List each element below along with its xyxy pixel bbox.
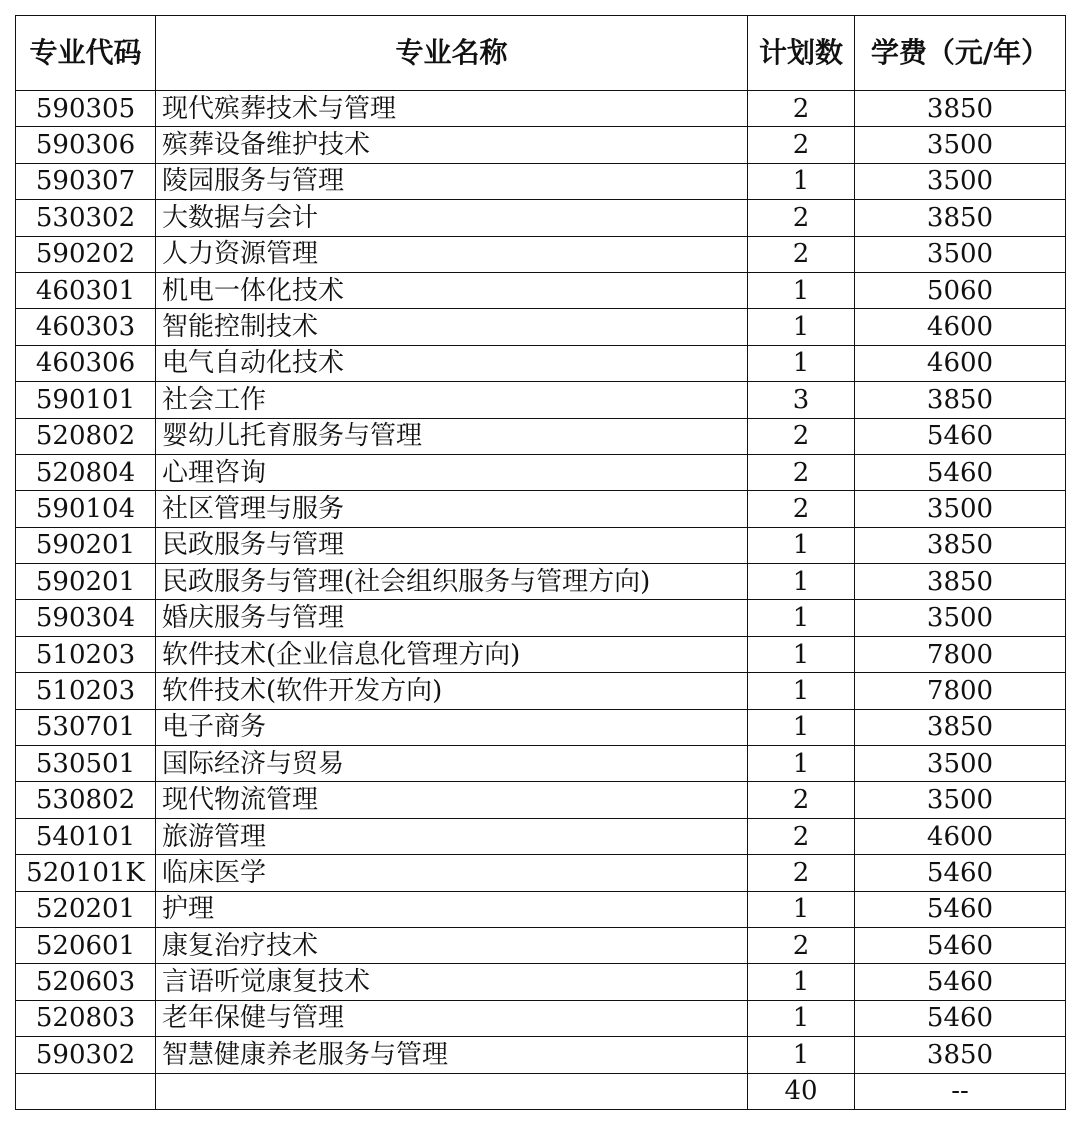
plan-count-cell: 2 xyxy=(748,418,855,454)
plan-count-cell: 2 xyxy=(748,782,855,818)
major-name-cell: 软件技术(软件开发方向) xyxy=(156,673,748,709)
plan-count-cell: 1 xyxy=(748,564,855,600)
header-major-code: 专业代码 xyxy=(16,16,156,91)
plan-count-cell: 1 xyxy=(748,1000,855,1036)
plan-count-cell: 2 xyxy=(748,127,855,163)
plan-count-cell: 40 xyxy=(748,1073,855,1109)
major-code-cell: 590307 xyxy=(16,163,156,199)
major-name-cell: 电气自动化技术 xyxy=(156,345,748,381)
table-body xyxy=(16,91,1066,1110)
table-row xyxy=(16,709,1066,745)
table-row xyxy=(16,527,1066,563)
table-row xyxy=(16,454,1066,490)
major-code-cell: 590104 xyxy=(16,491,156,527)
major-code-cell: 530501 xyxy=(16,746,156,782)
major-code-cell: 590201 xyxy=(16,564,156,600)
table-row xyxy=(16,855,1066,891)
major-code-cell: 510203 xyxy=(16,673,156,709)
plan-count-cell: 2 xyxy=(748,927,855,963)
major-code-cell: 460303 xyxy=(16,309,156,345)
major-code-cell: 590304 xyxy=(16,600,156,636)
table-row xyxy=(16,91,1066,127)
tuition-cell: 3850 xyxy=(855,527,1066,563)
major-name-cell: 心理咨询 xyxy=(156,454,748,490)
major-name-cell: 民政服务与管理 xyxy=(156,527,748,563)
major-code-cell: 520601 xyxy=(16,927,156,963)
major-name-cell xyxy=(156,1073,748,1109)
major-code-cell: 590306 xyxy=(16,127,156,163)
major-name-cell: 软件技术(企业信息化管理方向) xyxy=(156,636,748,672)
major-code-cell: 540101 xyxy=(16,818,156,854)
tuition-cell: 3500 xyxy=(855,127,1066,163)
major-code-cell xyxy=(16,1073,156,1109)
major-code-cell: 590302 xyxy=(16,1037,156,1073)
major-name-cell: 社会工作 xyxy=(156,382,748,418)
major-code-cell: 590201 xyxy=(16,527,156,563)
table-row xyxy=(16,673,1066,709)
tuition-cell: -- xyxy=(855,1073,1066,1109)
table-row xyxy=(16,163,1066,199)
major-name-cell: 民政服务与管理(社会组织服务与管理方向) xyxy=(156,564,748,600)
major-code-cell: 530701 xyxy=(16,709,156,745)
major-name-cell: 临床医学 xyxy=(156,855,748,891)
major-name-cell: 大数据与会计 xyxy=(156,200,748,236)
plan-count-cell: 1 xyxy=(748,1037,855,1073)
major-code-cell: 520804 xyxy=(16,454,156,490)
tuition-cell: 3850 xyxy=(855,1037,1066,1073)
tuition-cell: 3500 xyxy=(855,600,1066,636)
table-row xyxy=(16,200,1066,236)
table-row xyxy=(16,309,1066,345)
tuition-cell: 5460 xyxy=(855,418,1066,454)
plan-count-cell: 1 xyxy=(748,964,855,1000)
plan-count-cell: 2 xyxy=(748,236,855,272)
tuition-cell: 3850 xyxy=(855,382,1066,418)
tuition-cell: 3500 xyxy=(855,236,1066,272)
table-row xyxy=(16,891,1066,927)
major-code-cell: 520201 xyxy=(16,891,156,927)
table-row xyxy=(16,127,1066,163)
plan-count-cell: 1 xyxy=(748,272,855,308)
plan-count-cell: 1 xyxy=(748,891,855,927)
header-major-name: 专业名称 xyxy=(156,16,748,91)
major-name-cell: 智慧健康养老服务与管理 xyxy=(156,1037,748,1073)
total-row xyxy=(16,1073,1066,1109)
major-code-cell: 590305 xyxy=(16,91,156,127)
table-row xyxy=(16,564,1066,600)
plan-count-cell: 2 xyxy=(748,200,855,236)
major-code-cell: 590101 xyxy=(16,382,156,418)
table-row xyxy=(16,600,1066,636)
tuition-cell: 4600 xyxy=(855,818,1066,854)
major-code-cell: 530302 xyxy=(16,200,156,236)
major-code-cell: 520802 xyxy=(16,418,156,454)
enrollment-plan-table xyxy=(15,15,1066,1110)
tuition-cell: 5460 xyxy=(855,891,1066,927)
major-name-cell: 老年保健与管理 xyxy=(156,1000,748,1036)
enrollment-plan-sheet xyxy=(15,15,1065,1110)
tuition-cell: 5460 xyxy=(855,1000,1066,1036)
plan-count-cell: 3 xyxy=(748,382,855,418)
major-name-cell: 陵园服务与管理 xyxy=(156,163,748,199)
tuition-cell: 7800 xyxy=(855,636,1066,672)
plan-count-cell: 2 xyxy=(748,491,855,527)
major-code-cell: 460301 xyxy=(16,272,156,308)
plan-count-cell: 1 xyxy=(748,600,855,636)
major-code-cell: 520101K xyxy=(16,855,156,891)
header-tuition: 学费（元/年） xyxy=(855,16,1066,91)
table-row xyxy=(16,382,1066,418)
tuition-cell: 5060 xyxy=(855,272,1066,308)
table-row xyxy=(16,236,1066,272)
tuition-cell: 3850 xyxy=(855,91,1066,127)
major-name-cell: 言语听觉康复技术 xyxy=(156,964,748,1000)
major-name-cell: 人力资源管理 xyxy=(156,236,748,272)
table-row xyxy=(16,636,1066,672)
major-name-cell: 婚庆服务与管理 xyxy=(156,600,748,636)
tuition-cell: 3500 xyxy=(855,746,1066,782)
plan-count-cell: 1 xyxy=(748,636,855,672)
table-row xyxy=(16,782,1066,818)
plan-count-cell: 2 xyxy=(748,91,855,127)
major-name-cell: 现代殡葬技术与管理 xyxy=(156,91,748,127)
major-name-cell: 护理 xyxy=(156,891,748,927)
major-name-cell: 殡葬设备维护技术 xyxy=(156,127,748,163)
tuition-cell: 5460 xyxy=(855,855,1066,891)
tuition-cell: 3500 xyxy=(855,163,1066,199)
table-row xyxy=(16,927,1066,963)
major-code-cell: 520603 xyxy=(16,964,156,1000)
plan-count-cell: 1 xyxy=(748,709,855,745)
plan-count-cell: 1 xyxy=(748,673,855,709)
major-code-cell: 510203 xyxy=(16,636,156,672)
tuition-cell: 5460 xyxy=(855,964,1066,1000)
table-header xyxy=(16,16,1066,91)
major-code-cell: 520803 xyxy=(16,1000,156,1036)
major-code-cell: 460306 xyxy=(16,345,156,381)
plan-count-cell: 2 xyxy=(748,818,855,854)
plan-count-cell: 1 xyxy=(748,345,855,381)
major-name-cell: 婴幼儿托育服务与管理 xyxy=(156,418,748,454)
tuition-cell: 3500 xyxy=(855,782,1066,818)
table-row xyxy=(16,818,1066,854)
tuition-cell: 3850 xyxy=(855,709,1066,745)
tuition-cell: 4600 xyxy=(855,309,1066,345)
plan-count-cell: 1 xyxy=(748,163,855,199)
tuition-cell: 3850 xyxy=(855,200,1066,236)
tuition-cell: 3850 xyxy=(855,564,1066,600)
tuition-cell: 3500 xyxy=(855,491,1066,527)
table-row xyxy=(16,964,1066,1000)
major-name-cell: 机电一体化技术 xyxy=(156,272,748,308)
table-row xyxy=(16,345,1066,381)
major-name-cell: 现代物流管理 xyxy=(156,782,748,818)
table-row xyxy=(16,1037,1066,1073)
plan-count-cell: 2 xyxy=(748,855,855,891)
major-code-cell: 590202 xyxy=(16,236,156,272)
major-code-cell: 530802 xyxy=(16,782,156,818)
major-name-cell: 国际经济与贸易 xyxy=(156,746,748,782)
plan-count-cell: 2 xyxy=(748,454,855,490)
table-row xyxy=(16,1000,1066,1036)
plan-count-cell: 1 xyxy=(748,746,855,782)
tuition-cell: 5460 xyxy=(855,927,1066,963)
header-row xyxy=(16,16,1066,91)
plan-count-cell: 1 xyxy=(748,527,855,563)
table-row xyxy=(16,746,1066,782)
major-name-cell: 康复治疗技术 xyxy=(156,927,748,963)
tuition-cell: 7800 xyxy=(855,673,1066,709)
tuition-cell: 5460 xyxy=(855,454,1066,490)
major-name-cell: 智能控制技术 xyxy=(156,309,748,345)
tuition-cell: 4600 xyxy=(855,345,1066,381)
table-row xyxy=(16,491,1066,527)
major-name-cell: 旅游管理 xyxy=(156,818,748,854)
table-row xyxy=(16,418,1066,454)
table-row xyxy=(16,272,1066,308)
header-plan-count: 计划数 xyxy=(748,16,855,91)
major-name-cell: 电子商务 xyxy=(156,709,748,745)
major-name-cell: 社区管理与服务 xyxy=(156,491,748,527)
plan-count-cell: 1 xyxy=(748,309,855,345)
